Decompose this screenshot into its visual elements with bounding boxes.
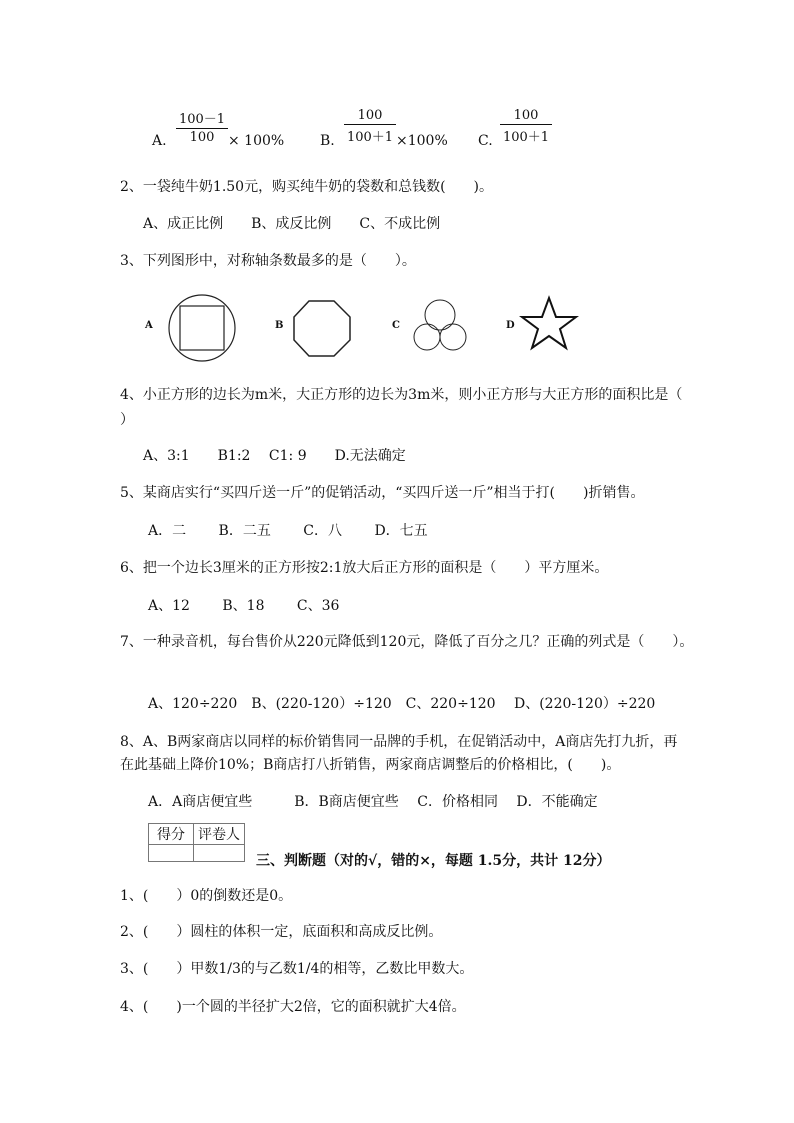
q4-stem-line2: ）	[120, 412, 134, 428]
fraction-bar	[176, 128, 228, 129]
q3-figure-label-b: B	[275, 320, 284, 331]
score-box	[148, 823, 245, 862]
score-box-score-cell[interactable]	[149, 845, 194, 862]
q3-figures	[0, 285, 794, 375]
q6-stem: 6、把一个边长3厘米的正方形按2:1放大后正方形的面积是（ ）平方厘米。	[120, 560, 609, 576]
q4-options: A、3:1 B1:2 C1: 9 D.无法确定	[143, 448, 406, 464]
q3-stem: 3、下列图形中，对称轴条数最多的是（ ）。	[120, 253, 416, 269]
q1-option-a-numerator: 100－1	[178, 112, 226, 127]
q7-stem: 7、一种录音机，每台售价从220元降低到120元，降低了百分之几？正确的列式是（ ）。	[120, 634, 694, 650]
judge-item-2: 2、( ）圆柱的体积一定，底面积和高成反比例。	[120, 924, 443, 940]
q1-option-c-denominator: 100＋1	[502, 130, 550, 145]
q1-option-a-fraction	[176, 108, 228, 145]
section3-title: 三、判断题（对的√，错的×，每题 1.5分，共计 12分）	[256, 853, 611, 869]
q1-option-c-numerator: 100	[513, 108, 539, 123]
q8-options: A．A商店便宜些 B．B商店便宜些 C．价格相同 D．不能确定	[148, 794, 598, 810]
q6-options: A、12 B、18 C、36	[148, 598, 340, 614]
q8-stem-line1: 8、A、B两家商店以同样的标价销售同一品牌的手机，在促销活动中，A商店先打九折，再	[120, 734, 678, 750]
q1-option-b-tail: ×100%	[396, 133, 448, 149]
q4-stem-line1: 4、小正方形的边长为m米，大正方形的边长为3m米，则小正方形与大正方形的面积比是（	[120, 387, 683, 403]
q1-option-a-denominator: 100	[189, 130, 215, 145]
judge-item-1: 1、( ）0的倒数还是0。	[120, 888, 293, 904]
q7-options: A、120÷220 B、(220-120）÷120 C、220÷120 D、(220-120）÷220	[148, 696, 656, 712]
q1-option-c-label: C.	[478, 133, 493, 149]
score-box-grader-cell[interactable]	[194, 845, 245, 862]
q1-option-c-fraction	[500, 108, 552, 145]
q3-figure-label-a: A	[145, 320, 153, 331]
judge-item-3: 3、( ）甲数1/3的与乙数1/4的相等，乙数比甲数大。	[120, 961, 474, 977]
score-box-col1: 得分	[149, 824, 194, 845]
score-box-col2: 评卷人	[194, 824, 245, 845]
q1-option-a-label: A.	[152, 133, 167, 149]
q1-option-b-denominator: 100＋1	[346, 130, 394, 145]
q1-option-b-fraction	[344, 108, 396, 145]
fraction-bar	[344, 124, 396, 125]
q2-options: A、成正比例 B、成反比例 C、不成比例	[143, 216, 441, 232]
figure-three-circles	[414, 300, 466, 350]
figure-star	[522, 298, 576, 348]
q2-stem: 2、一袋纯牛奶1.50元，购买纯牛奶的袋数和总钱数( )。	[120, 179, 494, 195]
q8-stem-line2: 在此基础上降价10%；B商店打八折销售，两家商店调整后的价格相比，( )。	[120, 757, 621, 773]
q1-option-a-tail: × 100%	[228, 133, 285, 149]
q5-stem: 5、某商店实行“买四斤送一斤”的促销活动，“买四斤送一斤”相当于打( )折销售。	[120, 485, 645, 501]
q3-figure-label-c: C	[392, 320, 400, 331]
q3-figure-label-d: D	[506, 320, 515, 331]
q1-option-b-numerator: 100	[357, 108, 383, 123]
figure-circle-with-square	[169, 295, 235, 361]
figure-octagon	[294, 301, 350, 356]
fraction-bar	[500, 124, 552, 125]
q5-options: A．二 B．二五 C．八 D．七五	[148, 523, 428, 539]
judge-item-4: 4、( )一个圆的半径扩大2倍，它的面积就扩大4倍。	[120, 999, 466, 1015]
q1-option-b-label: B.	[320, 133, 335, 149]
